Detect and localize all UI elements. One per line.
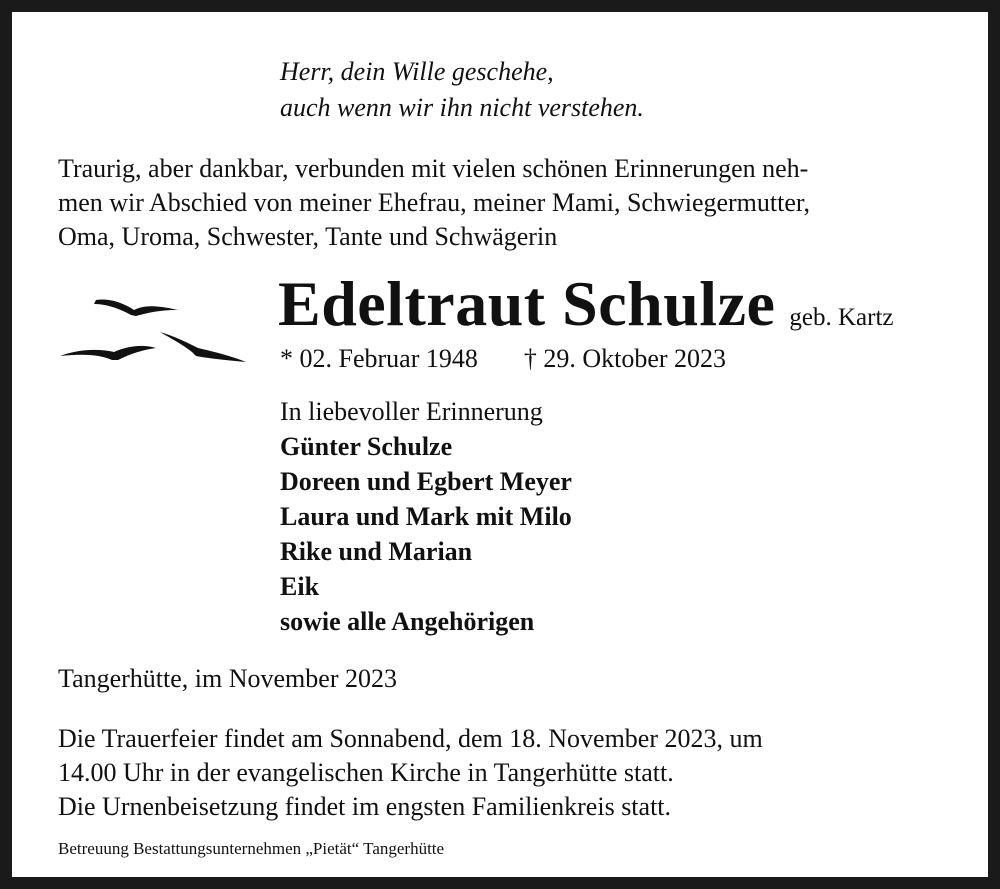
mourner-name: Rike und Marian — [280, 537, 473, 566]
life-dates — [280, 342, 726, 376]
maiden-name: geb. Kartz — [789, 304, 894, 331]
intro-line: Oma, Uroma, Schwester, Tante und Schwägerin — [58, 222, 558, 251]
funeral-line: Die Urnenbeisetzung findet im engsten Familienkreis statt. — [58, 792, 672, 821]
intro-line: Traurig, aber dankbar, verbunden mit vielen schönen Erinnerungen neh- — [58, 154, 809, 183]
funeral-info — [58, 722, 968, 824]
funeral-line: 14.00 Uhr in der evangelischen Kirche in Tangerhütte statt. — [58, 758, 674, 787]
mourner-name: Eik — [280, 572, 320, 601]
funeral-line: Die Trauerfeier findet am Sonnabend, dem 18. November 2023, um — [58, 724, 763, 753]
quote-line: auch wenn wir ihn nicht verstehen. — [280, 93, 644, 122]
quote-line: Herr, dein Wille geschehe, — [280, 57, 554, 86]
bible-quote — [280, 54, 644, 126]
mourner-name: Günter Schulze — [280, 432, 453, 461]
deceased-name-row — [278, 266, 894, 342]
intro-line: men wir Abschied von meiner Ehefrau, meiner Mami, Schwiegermutter, — [58, 188, 811, 217]
intro-text — [58, 152, 968, 254]
mourner-name: Doreen und Egbert Meyer — [280, 467, 572, 496]
death-date: † 29. Oktober 2023 — [523, 344, 727, 373]
flying-birds-icon — [56, 292, 248, 372]
deceased-name: Edeltraut Schulze — [278, 268, 776, 339]
mourners-lead: In liebevoller Erinnerung — [280, 397, 543, 426]
mourner-name: Laura und Mark mit Milo — [280, 502, 572, 531]
place-and-date: Tangerhütte, im November 2023 — [58, 664, 397, 693]
birth-date: * 02. Februar 1948 — [280, 344, 478, 373]
mourner-name: sowie alle Angehörigen — [280, 607, 535, 636]
undertaker-credit: Betreuung Bestattungsunternehmen „Pietät“ Tangerhütte — [58, 839, 445, 858]
mourners-list — [280, 394, 572, 639]
